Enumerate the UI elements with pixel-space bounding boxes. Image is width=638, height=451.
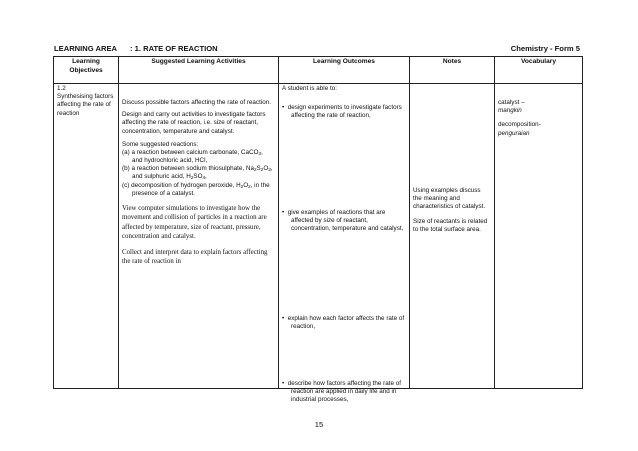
col-header-objectives: Learning Objectives bbox=[54, 57, 119, 84]
col-header-notes: Notes bbox=[410, 57, 495, 84]
col-header-activities: Suggested Learning Activities bbox=[119, 57, 279, 84]
reaction-b: (b) a reaction between sodium thiosulphate, $Na_2S_2O_3$, and sulphuric acid, $H_2SO_4$, bbox=[122, 165, 273, 181]
vocab-term: catalyst – bbox=[498, 99, 525, 106]
activity-design: Design and carry out activities to investigate factors affecting the rate of reaction, i.e. size of reactant, concentration, temperature and catalyst. bbox=[122, 111, 266, 135]
curriculum-table bbox=[53, 56, 583, 404]
bullet-icon: • bbox=[282, 209, 285, 216]
outcomes-intro: A student is able to: bbox=[282, 85, 337, 92]
table-header-row bbox=[54, 57, 583, 84]
objectives-cell bbox=[54, 84, 119, 389]
page-number: 15 bbox=[314, 420, 324, 429]
bullet-icon: • bbox=[282, 315, 285, 322]
vocab-translation: mangkin bbox=[498, 107, 522, 115]
vocab-translation: penguraian bbox=[498, 129, 530, 137]
outcome-item: • explain how each factor affects the rate of reaction, bbox=[282, 315, 405, 331]
subject-label: Chemistry - Form 5 bbox=[510, 44, 580, 53]
bullet-icon: • bbox=[282, 380, 285, 387]
learning-area-value: : 1. RATE OF REACTION bbox=[130, 44, 218, 53]
note-catalyst: Using examples discuss the meaning and characteristics of catalyst. bbox=[413, 187, 486, 211]
outcome-item: • describe how factors affecting the rate of reaction are applied in daily life and in industrial processes, bbox=[282, 380, 402, 404]
bullet-icon: • bbox=[282, 104, 285, 111]
objective-number: 1.2 bbox=[57, 85, 66, 92]
outcomes-cell bbox=[279, 84, 410, 404]
activity-simulation: View computer simulations to investigate how the movement and collision of particles in a reaction are affected by temperature, size of reactant, pressure, concentration and catalyst. bbox=[122, 204, 267, 241]
notes-cell bbox=[410, 84, 495, 389]
outcome-item: • design experiments to investigate factors affecting the rate of reaction, bbox=[282, 104, 402, 120]
objective-text: Synthesising factors affecting the rate of reaction bbox=[57, 93, 114, 117]
reaction-c: (c) decomposition of hydrogen peroxide, $H_2O_2$, in the presence of a catalyst. bbox=[122, 181, 270, 197]
activities-cell bbox=[119, 84, 279, 389]
note-surface-area: Size of reactants is related to the total surface area. bbox=[413, 217, 488, 233]
col-header-outcomes: Learning Outcomes bbox=[279, 57, 410, 84]
vocabulary-cell bbox=[495, 84, 583, 389]
table-row bbox=[54, 84, 583, 389]
activity-collect-data: Collect and interpret data to explain factors affecting the rate of reaction in bbox=[122, 248, 268, 266]
reaction-a: (a) a reaction between calcium carbonate, CaCO$_3$, and hydrochloric acid, HCl, bbox=[122, 148, 263, 165]
activity-discuss: Discuss possible factors affecting the rate of reaction. bbox=[122, 99, 271, 106]
col-header-vocabulary: Vocabulary bbox=[495, 57, 583, 84]
vocab-term: decomposition- bbox=[498, 121, 541, 129]
reactions-heading: Some suggested reactions: bbox=[122, 140, 199, 148]
learning-area-label: LEARNING AREA bbox=[54, 44, 118, 53]
outcome-item: • give examples of reactions that are affected by size of reactant, concentration, temperature and catalyst, bbox=[282, 209, 404, 233]
